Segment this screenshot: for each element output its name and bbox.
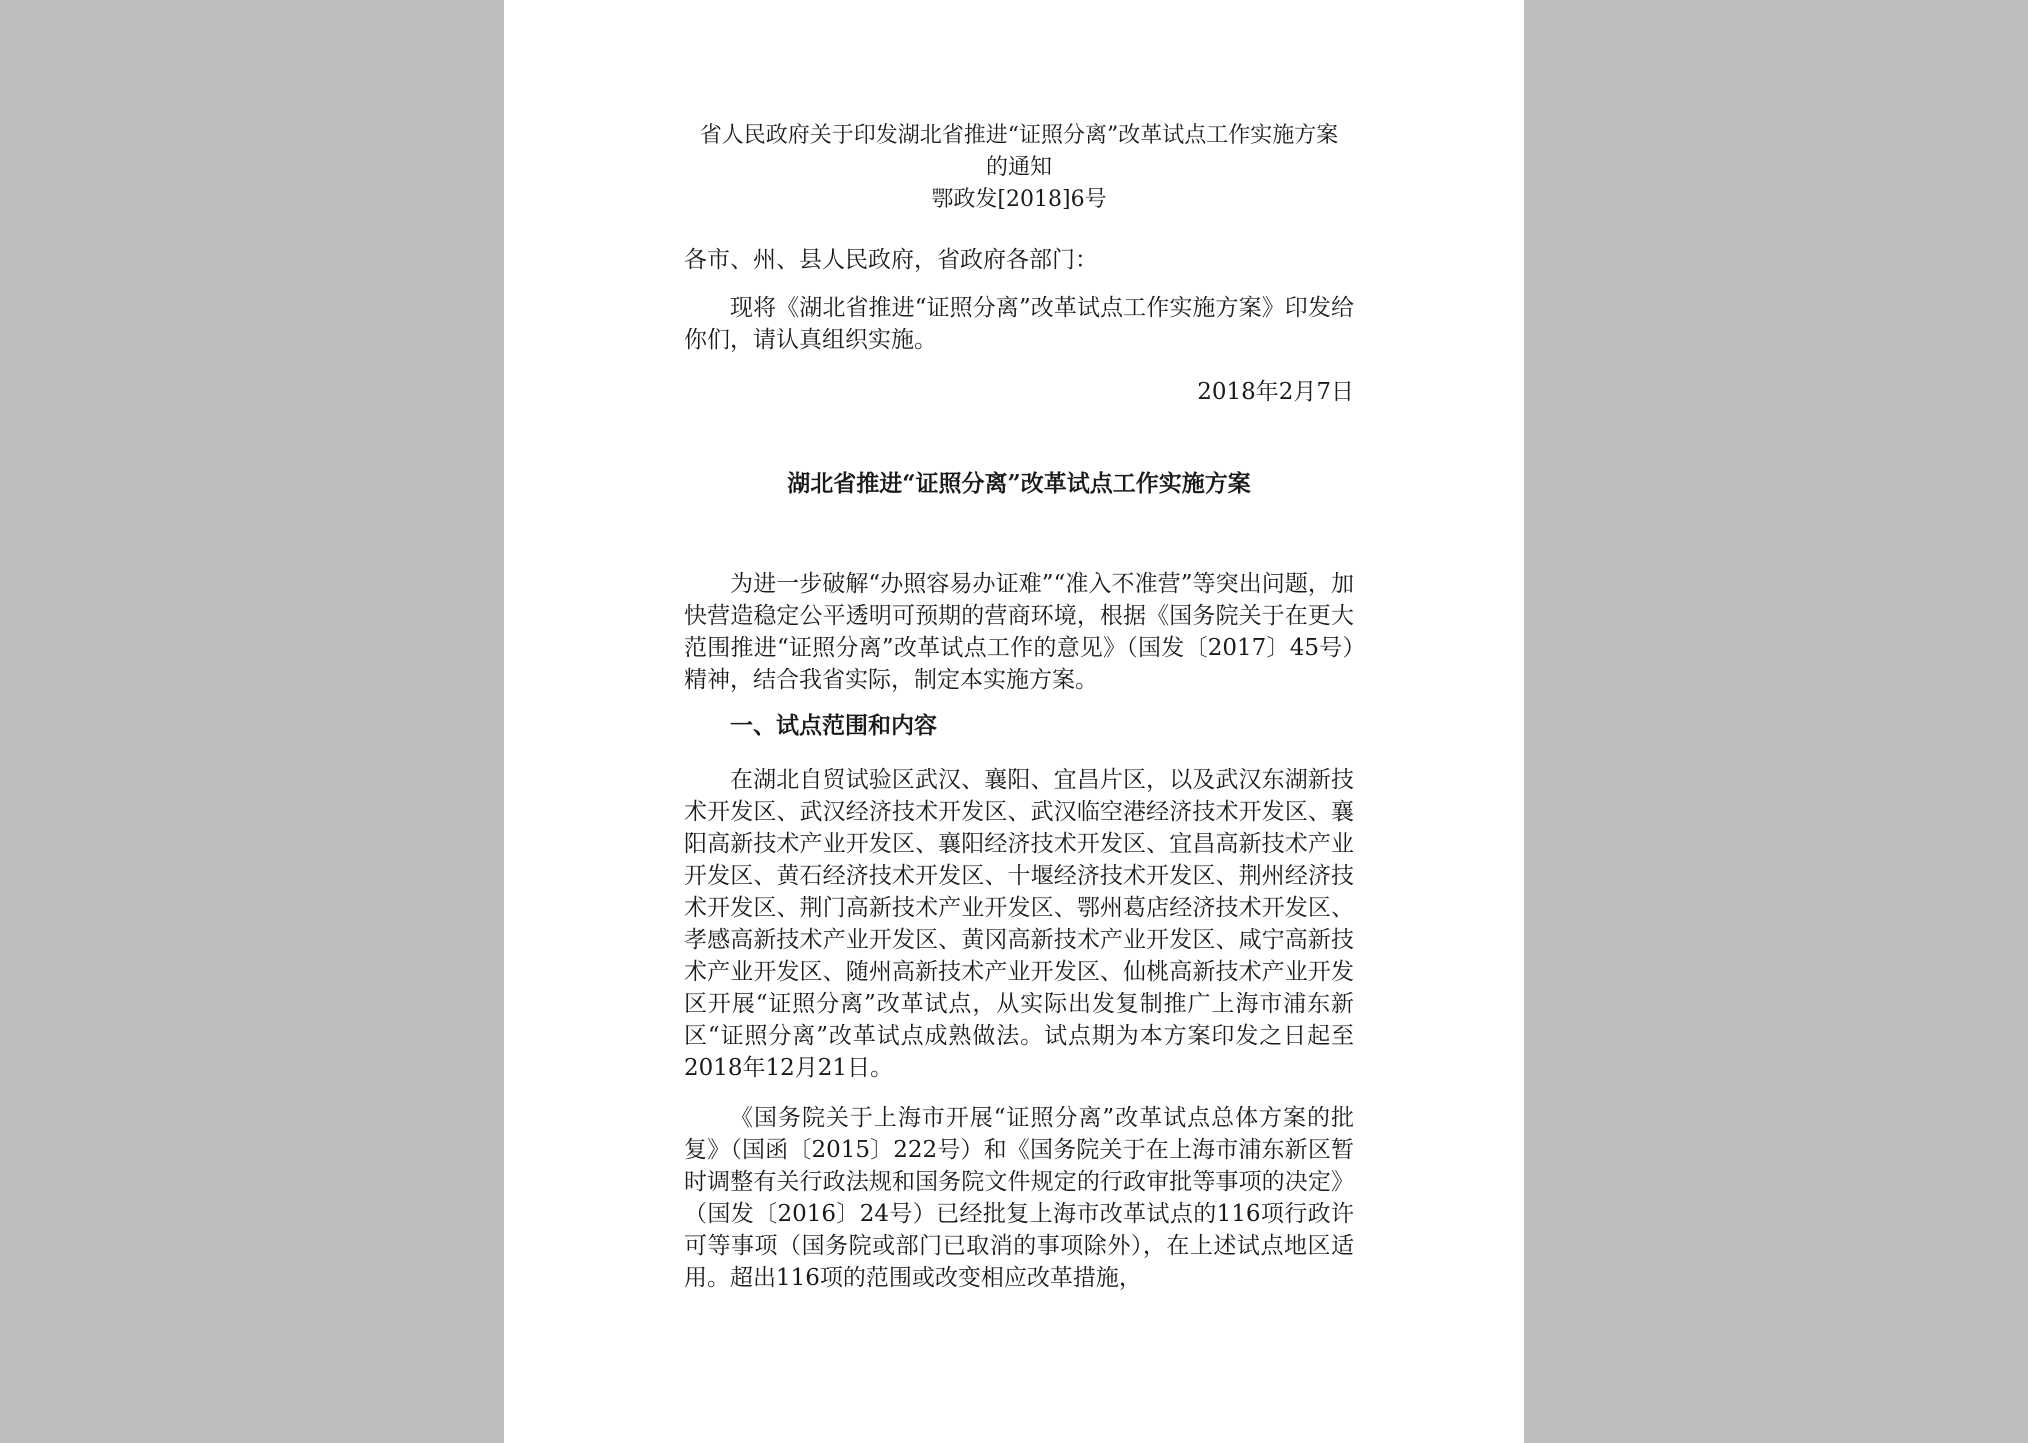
plan-title: 湖北省推进“证照分离”改革试点工作实施方案	[787, 470, 1251, 497]
issue-date: 2018年2月7日	[1197, 379, 1354, 405]
notice-body: 现将《湖北省推进“证照分离”改革试点工作实施方案》印发给你们，请认真组织实施。	[684, 295, 1354, 353]
intro-paragraph: 为进一步破解“办照容易办证难”“准入不准营”等突出问题，加快营造稳定公平透明可预期的营商环境，根据《国务院关于在更大范围推进“证照分离”改革试点工作的意见》（国发〔2017〕45号）精神，结合我省实际，制定本实施方案。	[684, 571, 1354, 693]
addressee: 各市、州、县人民政府，省政府各部门：	[684, 247, 1098, 273]
section-paragraph-2: 《国务院关于上海市开展“证照分离”改革试点总体方案的批复》（国函〔2015〕222号）和《国务院关于在上海市浦东新区暂时调整有关行政法规和国务院文件规定的行政审批等事项的决定》（国发〔2016〕24号）已经批复上海市改革试点的116项行政许可等事项（国务院或部门已取消的事项除外），在上述试点地区适用。超出116项的范围或改变相应改革措施，	[684, 1105, 1354, 1291]
section-paragraph-1: 在湖北自贸试验区武汉、襄阳、宜昌片区，以及武汉东湖新技术开发区、武汉经济技术开发区、武汉临空港经济技术开发区、襄阳高新技术产业开发区、襄阳经济技术开发区、宜昌高新技术产业开发区、黄石经济技术开发区、十堰经济技术开发区、荆州经济技术开发区、荆门高新技术产业开发区、鄂州葛店经济技术开发区、孝感高新技术产业开发区、黄冈高新技术产业开发区、咸宁高新技术产业开发区、随州高新技术产业开发区、仙桃高新技术产业开发区开展“证照分离”改革试点，从实际出发复制推广上海市浦东新区“证照分离”改革试点成熟做法。试点期为本方案印发之日起至2018年12月21日。	[684, 767, 1354, 1081]
notice-title: 省人民政府关于印发湖北省推进“证照分离”改革试点工作实施方案的通知	[699, 123, 1339, 180]
section-heading: 一、试点范围和内容	[730, 712, 937, 739]
document-number: 鄂政发[2018]6号	[931, 187, 1107, 212]
document-page	[504, 0, 1524, 1443]
document-content	[684, 120, 1354, 1294]
